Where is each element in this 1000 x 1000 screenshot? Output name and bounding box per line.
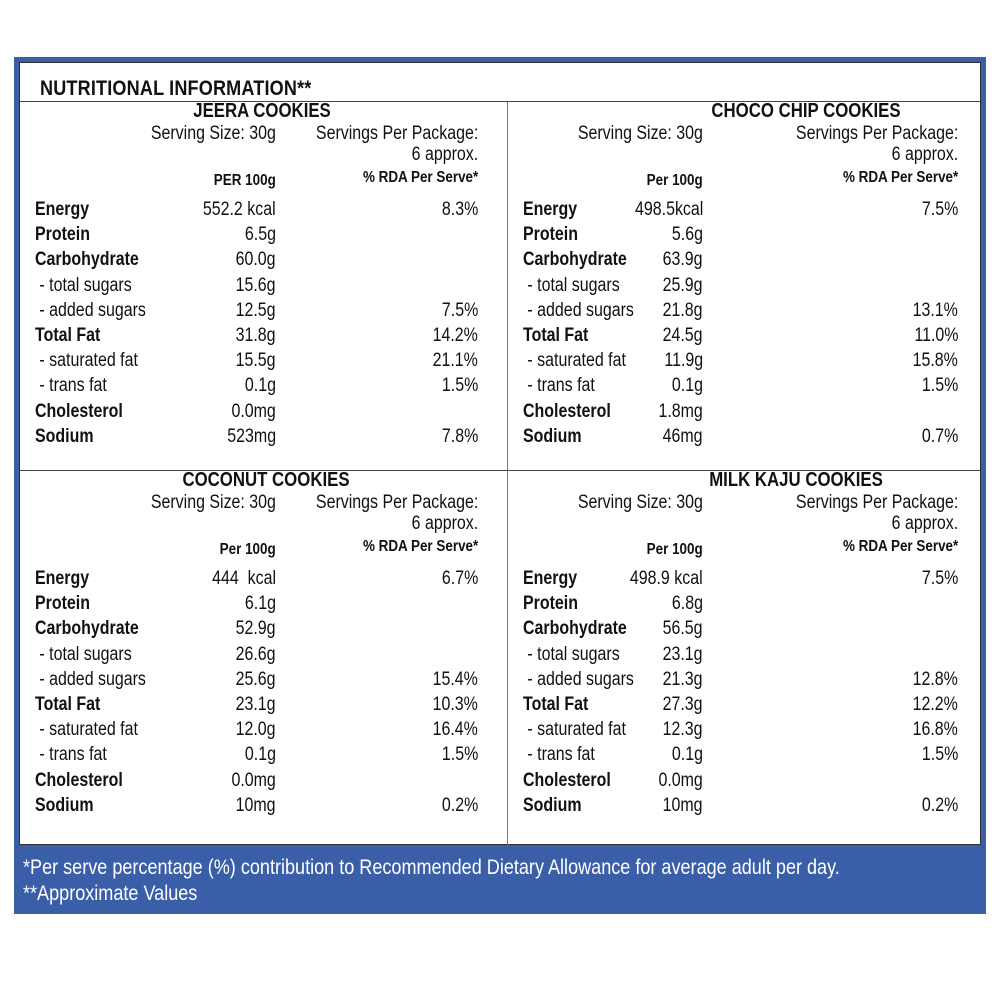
- per-100g-value: 21.3g: [663, 668, 703, 690]
- product-section: [508, 471, 988, 843]
- nutrient-label: Cholesterol: [35, 400, 123, 422]
- servings-per-package: Servings Per Package:: [795, 492, 958, 513]
- rda-value: 1.5%: [441, 375, 478, 397]
- nutrient-label: Carbohydrate: [35, 618, 139, 640]
- per-100g-header: Per 100g: [646, 172, 703, 189]
- rda-value: 10.3%: [432, 694, 478, 715]
- nutrient-label: Energy: [35, 568, 90, 589]
- nutrient-label: - trans fat: [35, 375, 107, 397]
- nutrient-label: Cholesterol: [523, 769, 611, 791]
- per-100g-value: 0.0mg: [658, 769, 703, 791]
- nutrient-label: Total Fat: [523, 694, 589, 715]
- rda-value: 21.1%: [432, 350, 478, 372]
- per-100g-value: 25.6g: [236, 668, 276, 690]
- per-100g-value: 23.1g: [236, 694, 276, 715]
- nutrient-label: Energy: [523, 199, 578, 220]
- per-100g-header: Per 100g: [646, 541, 703, 558]
- servings-approx: 6 approx.: [411, 144, 478, 165]
- per-100g-value: 46mg: [663, 425, 703, 447]
- serving-size: Serving Size: 30g: [150, 492, 276, 513]
- rda-header: % RDA Per Serve*: [362, 538, 478, 555]
- per-100g-value: 27.3g: [663, 694, 703, 715]
- serving-size: Serving Size: 30g: [577, 123, 703, 144]
- rda-value: 12.2%: [912, 694, 958, 715]
- nutrient-label: - saturated fat: [523, 719, 626, 741]
- per-100g-value: 23.1g: [663, 643, 703, 665]
- rda-value: 7.5%: [921, 199, 958, 220]
- nutrient-label: Sodium: [35, 425, 94, 447]
- nutrient-label: Sodium: [523, 425, 582, 447]
- nutrient-label: - saturated fat: [523, 350, 626, 372]
- rda-header: % RDA Per Serve*: [842, 169, 958, 186]
- rda-value: 16.8%: [912, 719, 958, 741]
- footnote: [23, 855, 840, 907]
- per-100g-value: 444 kcal: [212, 568, 276, 589]
- nutrient-label: - trans fat: [523, 744, 595, 766]
- per-100g-value: 26.6g: [236, 643, 276, 665]
- per-100g-value: 60.0g: [236, 249, 276, 271]
- rda-value: 1.5%: [921, 744, 958, 766]
- nutrient-label: Protein: [35, 593, 90, 615]
- nutrient-label: Total Fat: [35, 694, 101, 715]
- per-100g-value: 6.1g: [244, 593, 276, 615]
- nutrient-label: Protein: [35, 224, 90, 246]
- nutrient-label: Protein: [523, 593, 578, 615]
- per-100g-value: 31.8g: [236, 325, 276, 346]
- nutrition-panel-frame: [14, 57, 986, 914]
- serving-size: Serving Size: 30g: [150, 123, 276, 144]
- per-100g-value: 498.5kcal: [634, 199, 703, 220]
- nutrient-label: - added sugars: [35, 668, 146, 690]
- nutrition-title: NUTRITIONAL INFORMATION**: [40, 77, 312, 100]
- per-100g-value: 0.0mg: [231, 400, 276, 422]
- per-100g-value: 0.1g: [671, 375, 703, 397]
- servings-approx: 6 approx.: [891, 513, 958, 534]
- nutrient-label: Cholesterol: [35, 769, 123, 791]
- nutrient-label: - total sugars: [523, 274, 620, 296]
- nutrient-label: - total sugars: [523, 643, 620, 665]
- per-100g-value: 12.5g: [236, 299, 276, 321]
- rda-value: 12.8%: [912, 668, 958, 690]
- per-100g-value: 552.2 kcal: [203, 199, 276, 220]
- per-100g-value: 63.9g: [663, 249, 703, 271]
- per-100g-value: 15.5g: [236, 350, 276, 372]
- serving-size: Serving Size: 30g: [577, 492, 703, 513]
- product-title: COCONUT COOKIES: [182, 469, 350, 491]
- rda-value: 7.8%: [441, 425, 478, 447]
- per-100g-value: 0.1g: [244, 744, 276, 766]
- rda-value: 6.7%: [441, 568, 478, 589]
- nutrient-label: Cholesterol: [523, 400, 611, 422]
- per-100g-value: 12.0g: [236, 719, 276, 741]
- nutrient-label: - total sugars: [35, 274, 132, 296]
- rda-value: 14.2%: [432, 325, 478, 346]
- per-100g-value: 25.9g: [663, 274, 703, 296]
- product-title: JEERA COOKIES: [193, 100, 331, 122]
- per-100g-value: 523mg: [227, 425, 276, 447]
- nutrient-label: - saturated fat: [35, 719, 138, 741]
- per-100g-value: 1.8mg: [658, 400, 703, 422]
- nutrient-label: - saturated fat: [35, 350, 138, 372]
- rda-value: 16.4%: [432, 719, 478, 741]
- per-100g-value: 15.6g: [236, 274, 276, 296]
- nutrient-label: Energy: [523, 568, 578, 589]
- nutrient-label: - added sugars: [523, 668, 634, 690]
- servings-per-package: Servings Per Package:: [315, 123, 478, 144]
- per-100g-value: 11.9g: [664, 350, 703, 372]
- rda-header: % RDA Per Serve*: [842, 538, 958, 555]
- per-100g-value: 56.5g: [663, 618, 703, 640]
- per-100g-header: Per 100g: [219, 541, 276, 558]
- per-100g-value: 0.0mg: [231, 769, 276, 791]
- nutrient-label: Total Fat: [523, 325, 589, 346]
- per-100g-value: 6.5g: [244, 224, 276, 246]
- nutrient-label: Total Fat: [35, 325, 101, 346]
- rda-value: 7.5%: [921, 568, 958, 589]
- per-100g-header: PER 100g: [213, 172, 276, 189]
- nutrient-label: - trans fat: [35, 744, 107, 766]
- nutrient-label: Carbohydrate: [35, 249, 139, 271]
- per-100g-value: 10mg: [236, 794, 276, 816]
- footnote-approx: **Approximate Values: [23, 882, 198, 905]
- product-section: [20, 471, 500, 843]
- per-100g-value: 6.8g: [671, 593, 703, 615]
- rda-value: 15.8%: [912, 350, 958, 372]
- rda-value: 13.1%: [912, 299, 958, 321]
- rda-value: 15.4%: [432, 668, 478, 690]
- servings-approx: 6 approx.: [411, 513, 478, 534]
- nutrient-label: Carbohydrate: [523, 618, 627, 640]
- rda-value: 7.5%: [441, 299, 478, 321]
- nutrition-table: [19, 62, 981, 845]
- per-100g-value: 0.1g: [671, 744, 703, 766]
- product-section: [508, 102, 988, 474]
- rda-value: 8.3%: [441, 199, 478, 220]
- per-100g-value: 5.6g: [671, 224, 703, 246]
- servings-approx: 6 approx.: [891, 144, 958, 165]
- servings-per-package: Servings Per Package:: [315, 492, 478, 513]
- rda-value: 11.0%: [913, 325, 958, 346]
- per-100g-value: 24.5g: [663, 325, 703, 346]
- rda-value: 1.5%: [921, 375, 958, 397]
- rda-header: % RDA Per Serve*: [362, 169, 478, 186]
- footnote-rda: *Per serve percentage (%) contribution to Recommended Dietary Allowance for average adult per day.: [23, 856, 840, 879]
- product-section: [20, 102, 500, 474]
- nutrient-label: Carbohydrate: [523, 249, 627, 271]
- rda-value: 0.7%: [921, 425, 958, 447]
- nutrient-label: Energy: [35, 199, 90, 220]
- nutrient-label: - trans fat: [523, 375, 595, 397]
- per-100g-value: 12.3g: [663, 719, 703, 741]
- per-100g-value: 498.9 kcal: [630, 568, 703, 589]
- rda-value: 1.5%: [441, 744, 478, 766]
- product-title: CHOCO CHIP COOKIES: [711, 100, 901, 122]
- per-100g-value: 0.1g: [244, 375, 276, 397]
- nutrient-label: - added sugars: [35, 299, 146, 321]
- servings-per-package: Servings Per Package:: [795, 123, 958, 144]
- per-100g-value: 52.9g: [236, 618, 276, 640]
- nutrient-label: - total sugars: [35, 643, 132, 665]
- per-100g-value: 21.8g: [663, 299, 703, 321]
- nutrient-label: Sodium: [523, 794, 582, 816]
- per-100g-value: 10mg: [663, 794, 703, 816]
- rda-value: 0.2%: [921, 794, 958, 816]
- nutrient-label: Sodium: [35, 794, 94, 816]
- nutrient-label: Protein: [523, 224, 578, 246]
- nutrient-label: - added sugars: [523, 299, 634, 321]
- product-title: MILK KAJU COOKIES: [709, 469, 883, 491]
- rda-value: 0.2%: [441, 794, 478, 816]
